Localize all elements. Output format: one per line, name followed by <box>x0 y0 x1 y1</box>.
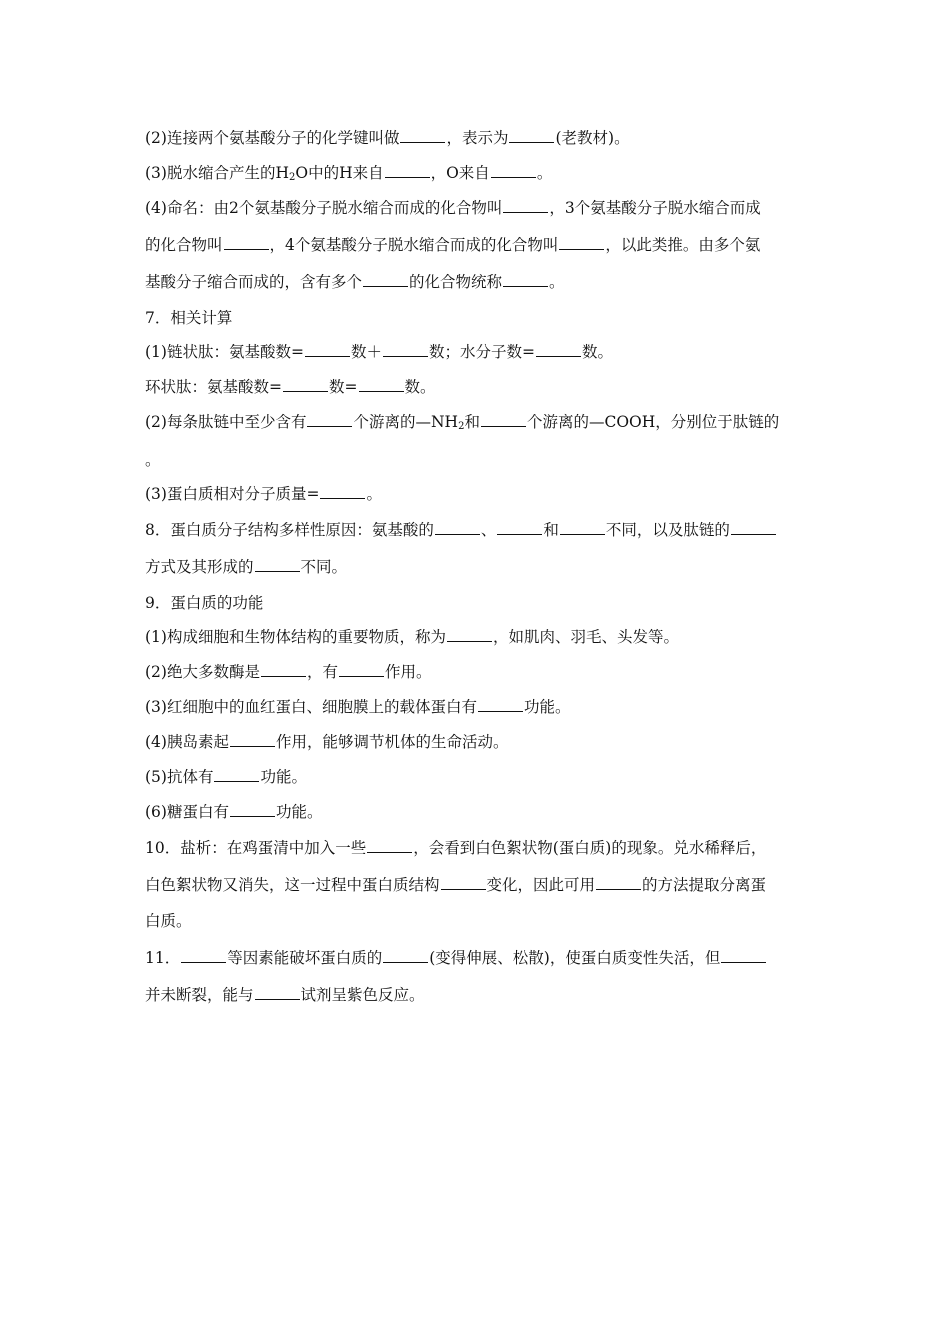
text: ，3个氨基酸分子脱水缩合而成 <box>549 199 761 217</box>
blank <box>230 802 275 817</box>
section-heading <box>145 838 815 858</box>
blank <box>261 662 306 677</box>
text: 数。 <box>404 378 436 396</box>
text: 方式及其形成的 <box>145 558 254 576</box>
text-line <box>145 985 815 1005</box>
text-line <box>145 627 815 647</box>
text: 和 <box>464 413 480 431</box>
text: 作用。 <box>384 663 432 681</box>
blank <box>305 342 350 357</box>
blank <box>385 163 430 178</box>
text: ，O来自 <box>430 164 490 182</box>
text: 等因素能破坏蛋白质的 <box>227 949 383 967</box>
subscript: 2 <box>288 172 296 183</box>
subscript: 2 <box>458 421 465 432</box>
text-line <box>145 412 815 437</box>
text: (2)每条肽链中至少含有 <box>145 413 307 431</box>
blank <box>339 662 384 677</box>
text: 。 <box>549 273 565 291</box>
text-line <box>145 272 815 292</box>
text: 变化，因此可用 <box>486 876 596 894</box>
text-line <box>145 767 815 787</box>
text: 不同，以及肽链的 <box>605 521 730 539</box>
text: 和 <box>543 521 559 539</box>
text: 的化合物统称 <box>409 273 503 291</box>
text: 。 <box>145 451 161 469</box>
text: 10．盐析：在鸡蛋清中加入一些 <box>145 839 367 857</box>
blank <box>721 948 766 963</box>
text: (6)糖蛋白有 <box>145 803 229 821</box>
blank <box>255 985 300 1000</box>
text: 功能。 <box>260 768 307 786</box>
blank <box>320 484 365 499</box>
text: (2)连接两个氨基酸分子的化学键叫做 <box>145 129 400 147</box>
text: 白色絮状物又消失，这一过程中蛋白质结构 <box>145 876 440 894</box>
text: 数＋ <box>350 343 382 361</box>
blank <box>224 235 269 250</box>
blank <box>481 412 526 427</box>
text: 数；水分子数= <box>428 343 535 361</box>
blank <box>497 520 542 535</box>
text-line <box>145 163 815 188</box>
text-line <box>145 484 815 504</box>
blank <box>255 557 300 572</box>
text: ，4个氨基酸分子脱水缩合而成的化合物叫 <box>269 236 559 254</box>
blank <box>383 342 428 357</box>
text: ，以此类推。由多个氨 <box>605 236 761 254</box>
blank <box>503 198 548 213</box>
blank <box>491 163 536 178</box>
text: 白质。 <box>145 912 192 930</box>
blank <box>478 697 523 712</box>
text: 8．蛋白质分子结构多样性原因：氨基酸的 <box>145 521 434 539</box>
text-line <box>145 377 815 397</box>
text: ，会看到白色絮状物(蛋白质)的现象。兑水稀释后， <box>413 839 767 857</box>
blank <box>509 128 554 143</box>
text: (4)胰岛素起 <box>145 733 229 751</box>
blank <box>367 838 412 853</box>
text-line <box>145 697 815 717</box>
text: ，有 <box>306 663 338 681</box>
text: 作用，能够调节机体的生命活动。 <box>275 733 509 751</box>
text: O中的H来自 <box>295 164 384 182</box>
text: (3)蛋白质相对分子质量= <box>145 485 320 503</box>
section-heading <box>145 520 815 540</box>
text: ，表示为 <box>446 129 509 147</box>
text: 7．相关计算 <box>145 309 233 327</box>
text: (3)红细胞中的血红蛋白、细胞膜上的载体蛋白有 <box>145 698 477 716</box>
blank <box>359 377 404 392</box>
text: (4)命名：由2个氨基酸分子脱水缩合而成的化合物叫 <box>145 199 503 217</box>
text-line <box>145 235 815 255</box>
blank <box>560 520 605 535</box>
blank <box>383 948 428 963</box>
text: 个游离的—COOH，分别位于肽链的 <box>526 413 780 431</box>
text: 的化合物叫 <box>145 236 223 254</box>
text: 功能。 <box>275 803 323 821</box>
text: 。 <box>366 485 382 503</box>
text: 不同。 <box>300 558 348 576</box>
blank <box>441 875 486 890</box>
blank <box>596 875 641 890</box>
text-line <box>145 557 815 577</box>
text: 11． <box>145 949 181 967</box>
text-line <box>145 450 815 470</box>
blank <box>559 235 604 250</box>
text-line <box>145 198 815 218</box>
text: 环状肽：氨基酸数= <box>145 378 282 396</box>
text-line <box>145 911 815 931</box>
text: 、 <box>480 521 497 539</box>
text-line <box>145 128 815 148</box>
text-line <box>145 802 815 822</box>
text: 个游离的—NH <box>353 413 459 431</box>
text: (3)脱水缩合产生的H <box>145 164 289 182</box>
blank <box>283 377 328 392</box>
blank <box>214 767 259 782</box>
section-heading <box>145 308 815 328</box>
text: (1)构成细胞和生物体结构的重要物质，称为 <box>145 628 446 646</box>
text-line <box>145 732 815 752</box>
text: (老教材)。 <box>555 129 630 147</box>
text: (5)抗体有 <box>145 768 214 786</box>
text-line <box>145 875 815 895</box>
text: 功能。 <box>523 698 571 716</box>
text: (变得伸展、松散)，使蛋白质变性失活，但 <box>429 949 721 967</box>
section-heading <box>145 948 815 968</box>
section-heading <box>145 593 815 613</box>
text: 数。 <box>581 343 613 361</box>
text: (2)绝大多数酶是 <box>145 663 260 681</box>
text: 数= <box>329 378 358 396</box>
text: ，如肌肉、羽毛、头发等。 <box>492 628 679 646</box>
text: 并未断裂，能与 <box>145 986 254 1004</box>
blank <box>435 520 480 535</box>
blank <box>230 732 275 747</box>
blank <box>400 128 445 143</box>
blank <box>731 520 776 535</box>
text: 9．蛋白质的功能 <box>145 594 264 612</box>
blank <box>447 627 492 642</box>
blank <box>181 948 226 963</box>
text: 。 <box>536 164 553 182</box>
blank <box>536 342 581 357</box>
text-line <box>145 342 815 362</box>
text-line <box>145 662 815 682</box>
blank <box>503 272 548 287</box>
text: 的方法提取分离蛋 <box>642 876 767 894</box>
text: 基酸分子缩合而成的，含有多个 <box>145 273 363 291</box>
blank <box>363 272 408 287</box>
text: 试剂呈紫色反应。 <box>300 986 425 1004</box>
text: (1)链状肽：氨基酸数= <box>145 343 304 361</box>
blank <box>307 412 352 427</box>
